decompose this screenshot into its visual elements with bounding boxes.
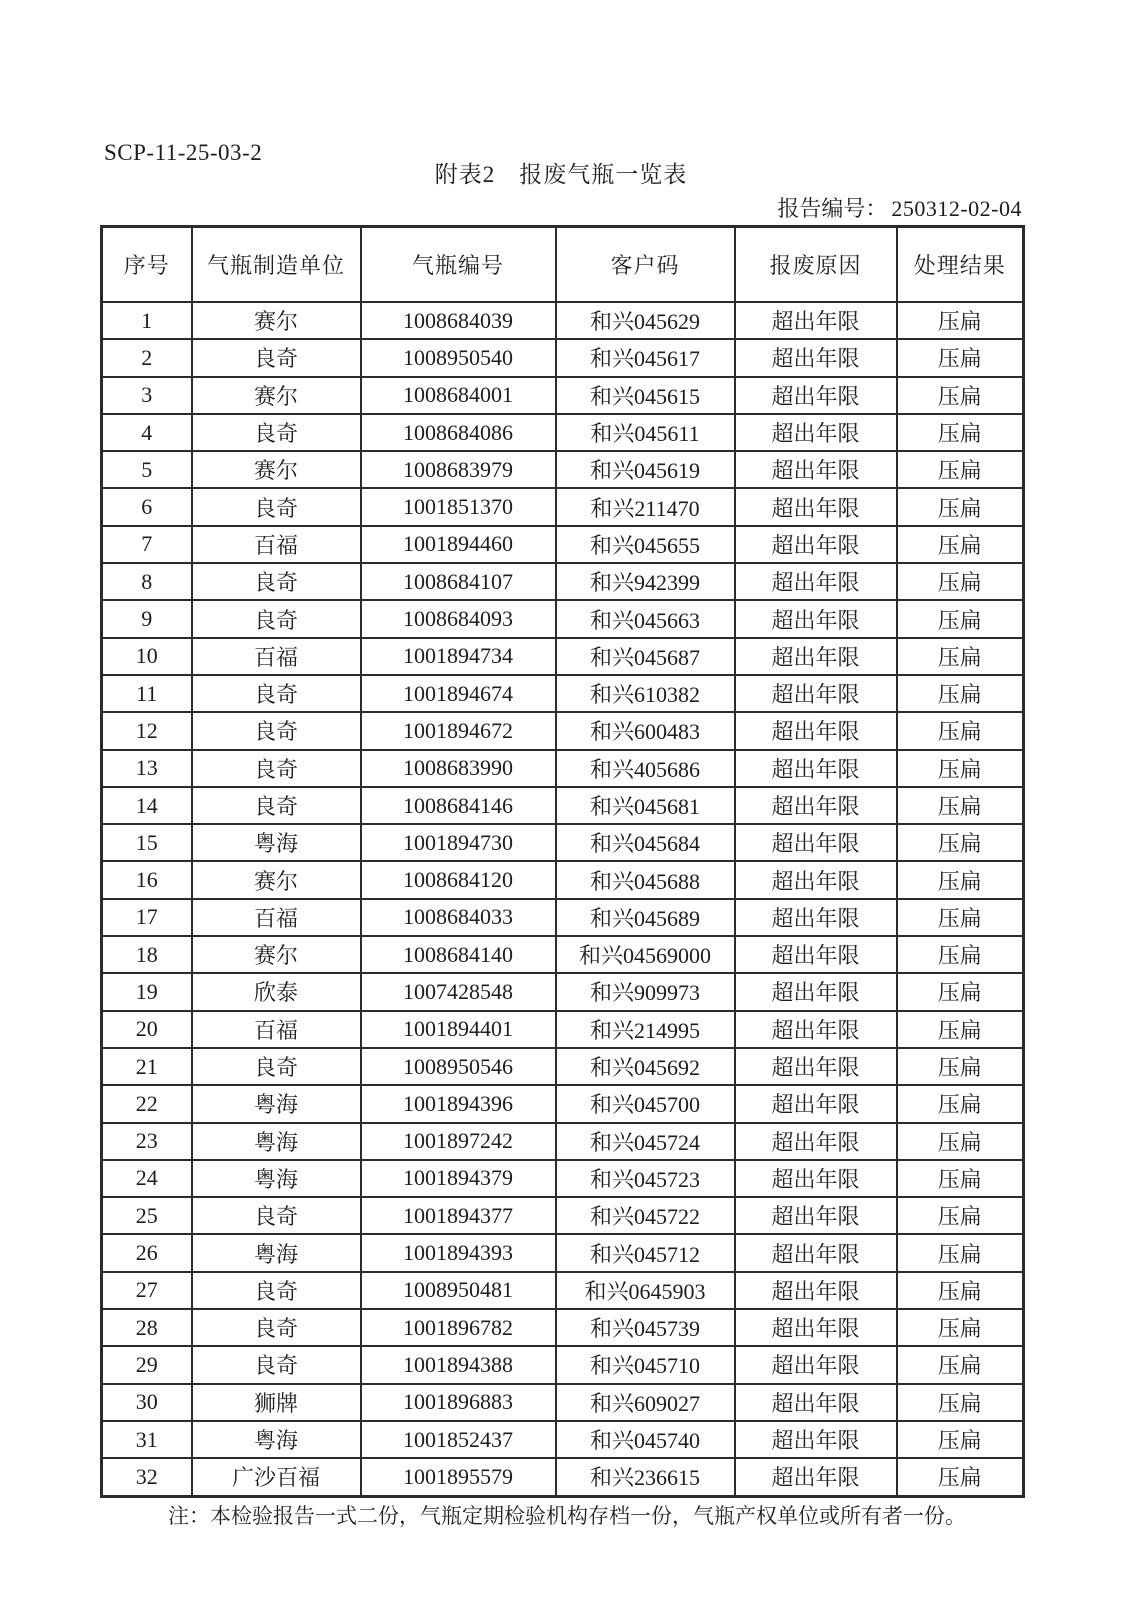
table-cell: 良奇 — [192, 488, 361, 525]
table-cell: 压扁 — [897, 750, 1024, 787]
table-cell: 1008684039 — [361, 302, 556, 339]
table-row — [102, 302, 1024, 339]
table-cell: 和兴045619 — [556, 451, 735, 488]
table-row — [102, 861, 1024, 898]
table-cell: 9 — [102, 600, 192, 637]
table-cell: 1008683979 — [361, 451, 556, 488]
table-cell: 压扁 — [897, 600, 1024, 637]
table-cell: 26 — [102, 1234, 192, 1271]
table-cell: 和兴045724 — [556, 1123, 735, 1160]
table-cell: 17 — [102, 899, 192, 936]
table-cell: 超出年限 — [735, 1160, 897, 1197]
table-row — [102, 1085, 1024, 1122]
table-cell: 1001895579 — [361, 1458, 556, 1496]
table-cell: 5 — [102, 451, 192, 488]
table-cell: 1008684086 — [361, 414, 556, 451]
table-cell: 超出年限 — [735, 1048, 897, 1085]
table-row — [102, 675, 1024, 712]
column-header: 处理结果 — [897, 227, 1024, 303]
table-row — [102, 488, 1024, 525]
table-cell: 压扁 — [897, 339, 1024, 376]
table-cell: 1001896782 — [361, 1309, 556, 1346]
table-row — [102, 1272, 1024, 1309]
table-cell: 1001894393 — [361, 1234, 556, 1271]
table-cell: 超出年限 — [735, 1346, 897, 1383]
table-row — [102, 750, 1024, 787]
table-cell: 粤海 — [192, 1123, 361, 1160]
table-row — [102, 1197, 1024, 1234]
table-cell: 超出年限 — [735, 302, 897, 339]
column-header: 客户码 — [556, 227, 735, 303]
table-cell: 超出年限 — [735, 787, 897, 824]
table-cell: 和兴045712 — [556, 1234, 735, 1271]
table-row — [102, 1309, 1024, 1346]
table-cell: 1008684140 — [361, 936, 556, 973]
table-cell: 压扁 — [897, 861, 1024, 898]
table-cell: 1001852437 — [361, 1421, 556, 1458]
table-cell: 20 — [102, 1011, 192, 1048]
table-cell: 7 — [102, 526, 192, 563]
table-cell: 压扁 — [897, 973, 1024, 1010]
table-cell: 粤海 — [192, 1085, 361, 1122]
report-number-label: 报告编号： — [777, 196, 888, 221]
table-cell: 和兴045663 — [556, 600, 735, 637]
table-cell: 压扁 — [897, 1160, 1024, 1197]
table-cell: 压扁 — [897, 526, 1024, 563]
table-cell: 良奇 — [192, 1048, 361, 1085]
table-cell: 压扁 — [897, 451, 1024, 488]
column-header: 气瓶编号 — [361, 227, 556, 303]
table-cell: 超出年限 — [735, 1458, 897, 1496]
table-cell: 超出年限 — [735, 563, 897, 600]
table-cell: 广沙百福 — [192, 1458, 361, 1496]
table-cell: 超出年限 — [735, 488, 897, 525]
table-row — [102, 1048, 1024, 1085]
table-cell: 压扁 — [897, 787, 1024, 824]
table-cell: 赛尔 — [192, 936, 361, 973]
table-cell: 压扁 — [897, 1421, 1024, 1458]
table-cell: 1001894377 — [361, 1197, 556, 1234]
table-cell: 和兴600483 — [556, 712, 735, 749]
table-cell: 良奇 — [192, 712, 361, 749]
table-cell: 和兴045629 — [556, 302, 735, 339]
table-cell: 18 — [102, 936, 192, 973]
table-cell: 良奇 — [192, 675, 361, 712]
table-cell: 16 — [102, 861, 192, 898]
table-cell: 超出年限 — [735, 936, 897, 973]
table-cell: 百福 — [192, 899, 361, 936]
table-cell: 超出年限 — [735, 973, 897, 1010]
scrapped-cylinder-table — [100, 225, 1025, 1498]
table-cell: 15 — [102, 824, 192, 861]
table-row — [102, 414, 1024, 451]
table-cell: 良奇 — [192, 1272, 361, 1309]
table-cell: 超出年限 — [735, 861, 897, 898]
table-cell: 压扁 — [897, 563, 1024, 600]
table-cell: 3 — [102, 377, 192, 414]
table-cell: 压扁 — [897, 1048, 1024, 1085]
table-cell: 和兴045739 — [556, 1309, 735, 1346]
table-cell: 和兴211470 — [556, 488, 735, 525]
table-cell: 24 — [102, 1160, 192, 1197]
table-row — [102, 638, 1024, 675]
table-cell: 和兴045689 — [556, 899, 735, 936]
table-cell: 压扁 — [897, 1085, 1024, 1122]
table-cell: 粤海 — [192, 1234, 361, 1271]
table-cell: 和兴214995 — [556, 1011, 735, 1048]
table-cell: 良奇 — [192, 1309, 361, 1346]
table-row — [102, 787, 1024, 824]
table-cell: 和兴405686 — [556, 750, 735, 787]
table-cell: 超出年限 — [735, 1085, 897, 1122]
table-row — [102, 1160, 1024, 1197]
table-cell: 11 — [102, 675, 192, 712]
table-cell: 超出年限 — [735, 1197, 897, 1234]
report-number-value: 250312-02-04 — [891, 196, 1022, 221]
table-cell: 压扁 — [897, 936, 1024, 973]
table-row — [102, 1421, 1024, 1458]
table-cell: 1008950546 — [361, 1048, 556, 1085]
table-cell: 1001894674 — [361, 675, 556, 712]
table-cell: 压扁 — [897, 1272, 1024, 1309]
table-cell: 23 — [102, 1123, 192, 1160]
table-cell: 超出年限 — [735, 1272, 897, 1309]
table-cell: 超出年限 — [735, 1421, 897, 1458]
table-cell: 32 — [102, 1458, 192, 1496]
table-cell: 压扁 — [897, 712, 1024, 749]
table-cell: 压扁 — [897, 488, 1024, 525]
table-cell: 狮牌 — [192, 1384, 361, 1421]
table-cell: 1001894460 — [361, 526, 556, 563]
table-cell: 赛尔 — [192, 377, 361, 414]
table-cell: 30 — [102, 1384, 192, 1421]
table-cell: 压扁 — [897, 1234, 1024, 1271]
table-row — [102, 563, 1024, 600]
table-cell: 6 — [102, 488, 192, 525]
table-cell: 21 — [102, 1048, 192, 1085]
table-cell: 压扁 — [897, 1384, 1024, 1421]
table-cell: 31 — [102, 1421, 192, 1458]
table-cell: 和兴045723 — [556, 1160, 735, 1197]
column-header: 序号 — [102, 227, 192, 303]
table-cell: 压扁 — [897, 638, 1024, 675]
table-cell: 和兴045688 — [556, 861, 735, 898]
table-cell: 良奇 — [192, 750, 361, 787]
table-cell: 和兴942399 — [556, 563, 735, 600]
table-cell: 粤海 — [192, 1160, 361, 1197]
table-cell: 和兴045722 — [556, 1197, 735, 1234]
table-cell: 1008684107 — [361, 563, 556, 600]
table-cell: 和兴045700 — [556, 1085, 735, 1122]
table-cell: 1001894730 — [361, 824, 556, 861]
table-cell: 百福 — [192, 1011, 361, 1048]
table-cell: 百福 — [192, 526, 361, 563]
table-row — [102, 824, 1024, 861]
table-cell: 压扁 — [897, 1197, 1024, 1234]
table-cell: 良奇 — [192, 1197, 361, 1234]
table-cell: 1001894672 — [361, 712, 556, 749]
table-row — [102, 1011, 1024, 1048]
table-cell: 良奇 — [192, 1346, 361, 1383]
table-cell: 10 — [102, 638, 192, 675]
table-cell: 2 — [102, 339, 192, 376]
table-row — [102, 899, 1024, 936]
table-cell: 良奇 — [192, 339, 361, 376]
table-cell: 1001894734 — [361, 638, 556, 675]
table-cell: 和兴045617 — [556, 339, 735, 376]
table-cell: 1001851370 — [361, 488, 556, 525]
table-cell: 超出年限 — [735, 1011, 897, 1048]
table-cell: 1008684033 — [361, 899, 556, 936]
table-cell: 1008950481 — [361, 1272, 556, 1309]
table-cell: 超出年限 — [735, 1384, 897, 1421]
table-cell: 超出年限 — [735, 638, 897, 675]
table-cell: 超出年限 — [735, 526, 897, 563]
table-cell: 超出年限 — [735, 339, 897, 376]
doc-code: SCP-11-25-03-2 — [104, 140, 263, 165]
table-cell: 百福 — [192, 638, 361, 675]
table-cell: 压扁 — [897, 1309, 1024, 1346]
table-cell: 和兴045687 — [556, 638, 735, 675]
table-row — [102, 451, 1024, 488]
table-cell: 14 — [102, 787, 192, 824]
table-cell: 和兴045615 — [556, 377, 735, 414]
table-row — [102, 973, 1024, 1010]
table-cell: 超出年限 — [735, 600, 897, 637]
table-cell: 良奇 — [192, 563, 361, 600]
table-cell: 22 — [102, 1085, 192, 1122]
table-cell: 1001894396 — [361, 1085, 556, 1122]
table-cell: 超出年限 — [735, 414, 897, 451]
table-cell: 超出年限 — [735, 750, 897, 787]
table-cell: 25 — [102, 1197, 192, 1234]
table-cell: 28 — [102, 1309, 192, 1346]
table-cell: 压扁 — [897, 899, 1024, 936]
table-cell: 1007428548 — [361, 973, 556, 1010]
table-cell: 超出年限 — [735, 377, 897, 414]
table-cell: 良奇 — [192, 414, 361, 451]
table-row — [102, 1384, 1024, 1421]
table-cell: 1001896883 — [361, 1384, 556, 1421]
table-cell: 压扁 — [897, 675, 1024, 712]
table-cell: 和兴045655 — [556, 526, 735, 563]
table-cell: 良奇 — [192, 600, 361, 637]
table-cell: 1008684001 — [361, 377, 556, 414]
report-number-line — [777, 196, 1022, 221]
table-cell: 和兴236615 — [556, 1458, 735, 1496]
table-row — [102, 936, 1024, 973]
table-cell: 和兴045681 — [556, 787, 735, 824]
table-cell: 欣泰 — [192, 973, 361, 1010]
table-cell: 29 — [102, 1346, 192, 1383]
table-cell: 1001894401 — [361, 1011, 556, 1048]
table-row — [102, 526, 1024, 563]
table-cell: 1001894379 — [361, 1160, 556, 1197]
table-cell: 和兴045611 — [556, 414, 735, 451]
table-cell: 12 — [102, 712, 192, 749]
table-cell: 压扁 — [897, 302, 1024, 339]
table-row — [102, 1234, 1024, 1271]
table-cell: 1 — [102, 302, 192, 339]
footnote: 注：本检验报告一式二份，气瓶定期检验机构存档一份，气瓶产权单位或所有者一份。 — [168, 1504, 966, 1528]
column-header: 气瓶制造单位 — [192, 227, 361, 303]
table-row — [102, 1123, 1024, 1160]
table-cell: 压扁 — [897, 1346, 1024, 1383]
table-cell: 压扁 — [897, 377, 1024, 414]
table-cell: 和兴909973 — [556, 973, 735, 1010]
table-cell: 和兴609027 — [556, 1384, 735, 1421]
table-cell: 超出年限 — [735, 712, 897, 749]
table-cell: 超出年限 — [735, 824, 897, 861]
table-cell: 和兴045710 — [556, 1346, 735, 1383]
table-cell: 超出年限 — [735, 1123, 897, 1160]
table-cell: 1008684146 — [361, 787, 556, 824]
table-cell: 超出年限 — [735, 675, 897, 712]
table-row — [102, 1458, 1024, 1496]
column-header: 报废原因 — [735, 227, 897, 303]
table-cell: 4 — [102, 414, 192, 451]
table-cell: 超出年限 — [735, 1309, 897, 1346]
table-cell: 超出年限 — [735, 451, 897, 488]
table-cell: 和兴04569000 — [556, 936, 735, 973]
table-cell: 赛尔 — [192, 451, 361, 488]
table-cell: 和兴045684 — [556, 824, 735, 861]
table-cell: 1008683990 — [361, 750, 556, 787]
table-row — [102, 712, 1024, 749]
table-cell: 1001894388 — [361, 1346, 556, 1383]
table-cell: 1008684093 — [361, 600, 556, 637]
table-cell: 1001897242 — [361, 1123, 556, 1160]
table-cell: 和兴045740 — [556, 1421, 735, 1458]
table-cell: 1008950540 — [361, 339, 556, 376]
table-row — [102, 600, 1024, 637]
table-cell: 13 — [102, 750, 192, 787]
table-cell: 8 — [102, 563, 192, 600]
table-cell: 1008684120 — [361, 861, 556, 898]
table-cell: 和兴045692 — [556, 1048, 735, 1085]
table-cell: 27 — [102, 1272, 192, 1309]
table-cell: 压扁 — [897, 1123, 1024, 1160]
table-cell: 19 — [102, 973, 192, 1010]
table-cell: 和兴610382 — [556, 675, 735, 712]
table-cell: 压扁 — [897, 1011, 1024, 1048]
table-cell: 赛尔 — [192, 302, 361, 339]
table-cell: 压扁 — [897, 1458, 1024, 1496]
table-cell: 压扁 — [897, 414, 1024, 451]
table-cell: 粤海 — [192, 1421, 361, 1458]
table-cell: 压扁 — [897, 824, 1024, 861]
table-header-row — [102, 227, 1024, 303]
page-title: 附表2 报废气瓶一览表 — [434, 162, 688, 187]
table-row — [102, 339, 1024, 376]
table-row — [102, 1346, 1024, 1383]
table-cell: 赛尔 — [192, 861, 361, 898]
table-cell: 粤海 — [192, 824, 361, 861]
table-cell: 超出年限 — [735, 899, 897, 936]
table-cell: 良奇 — [192, 787, 361, 824]
table-row — [102, 377, 1024, 414]
table-cell: 和兴0645903 — [556, 1272, 735, 1309]
table-cell: 超出年限 — [735, 1234, 897, 1271]
